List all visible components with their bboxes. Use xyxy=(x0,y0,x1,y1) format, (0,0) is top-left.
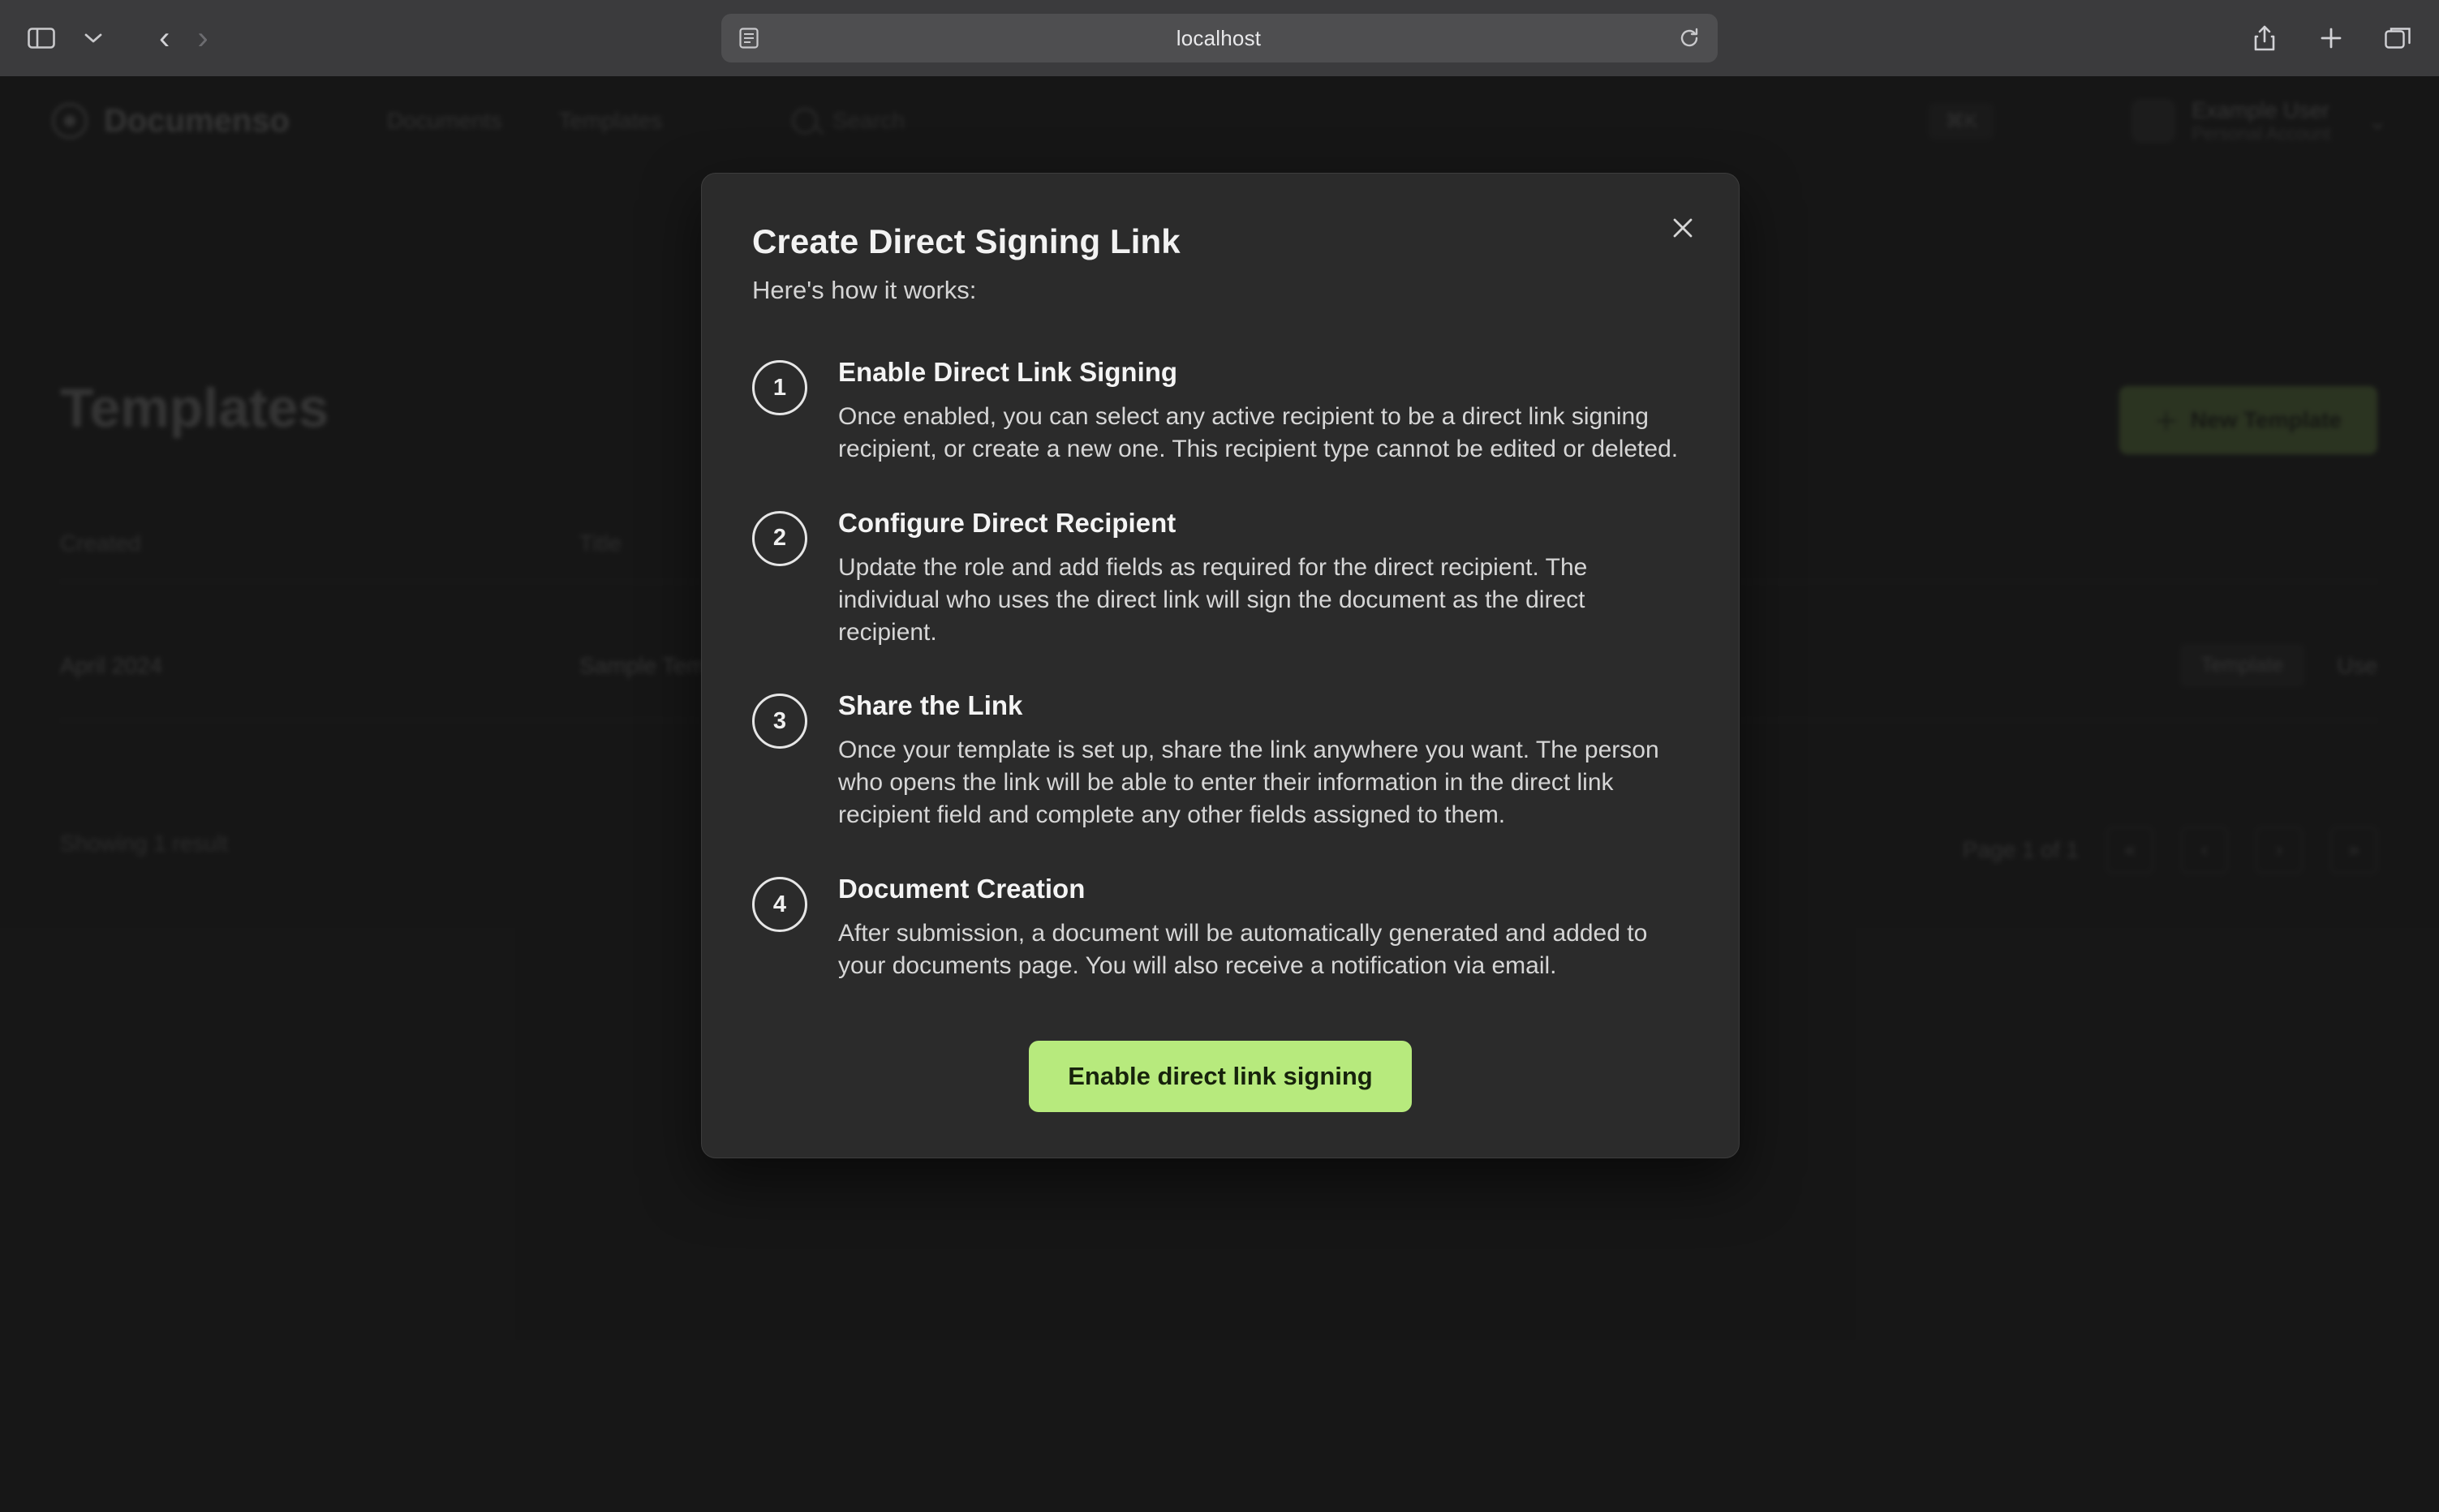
chevron-down-icon[interactable] xyxy=(75,19,112,57)
list-item xyxy=(752,690,1688,831)
steps-list xyxy=(752,357,1688,982)
step-text: Once enabled, you can select any active recipient to be a direct link signing recipient, or create a new one. This recipient type cannot be edited or deleted. xyxy=(838,403,1679,462)
list-item xyxy=(752,357,1688,466)
step-body xyxy=(838,874,1688,982)
list-item xyxy=(752,508,1688,649)
address-bar[interactable] xyxy=(721,14,1718,62)
step-number: 3 xyxy=(752,694,807,749)
step-body xyxy=(838,357,1688,466)
step-text: Update the role and add fields as required for the direct recipient. The individual who uses the direct link will sign the document as the direct recipient. xyxy=(838,553,1588,646)
url-text[interactable]: localhost xyxy=(1176,25,1262,50)
step-number: 1 xyxy=(752,360,807,415)
step-title: Document Creation xyxy=(838,874,1086,904)
list-item xyxy=(752,874,1688,982)
step-title: Share the Link xyxy=(838,690,1023,721)
step-title: Configure Direct Recipient xyxy=(838,507,1176,538)
close-icon[interactable] xyxy=(1664,209,1701,247)
step-text: After submission, a document will be automatically generated and added to your documents page. You will also receive a notification via email. xyxy=(838,920,1648,980)
navigation-arrows xyxy=(159,22,209,54)
tab-overview-icon[interactable] xyxy=(2379,19,2416,57)
reader-view-icon[interactable] xyxy=(739,28,759,49)
browser-toolbar xyxy=(0,0,2439,76)
step-title: Enable Direct Link Signing xyxy=(838,357,1178,387)
step-number: 2 xyxy=(752,511,807,566)
sidebar-toggle-icon[interactable] xyxy=(23,19,60,57)
share-icon[interactable] xyxy=(2246,19,2283,57)
dialog-title: Create Direct Signing Link xyxy=(752,222,1181,260)
back-arrow-icon[interactable]: ‹ xyxy=(159,20,170,56)
step-text: Once your template is set up, share the link anywhere you want. The person who opens the link will be able to enter their information in the direct link recipient field and complete any other fields assigned to them. xyxy=(838,737,1659,829)
direct-signing-link-dialog xyxy=(701,173,1740,1158)
dialog-subtitle: Here's how it works: xyxy=(752,276,977,304)
forward-arrow-icon[interactable]: › xyxy=(197,20,209,56)
step-number: 4 xyxy=(752,877,807,932)
enable-direct-link-signing-button[interactable]: Enable direct link signing xyxy=(1029,1041,1412,1112)
browser-toolbar-right xyxy=(2246,19,2416,57)
plus-icon[interactable] xyxy=(2312,19,2350,57)
step-body xyxy=(838,508,1688,649)
reload-icon[interactable] xyxy=(1679,28,1700,49)
dialog-footer xyxy=(752,1041,1688,1112)
browser-toolbar-left xyxy=(23,19,209,57)
step-body xyxy=(838,690,1688,831)
